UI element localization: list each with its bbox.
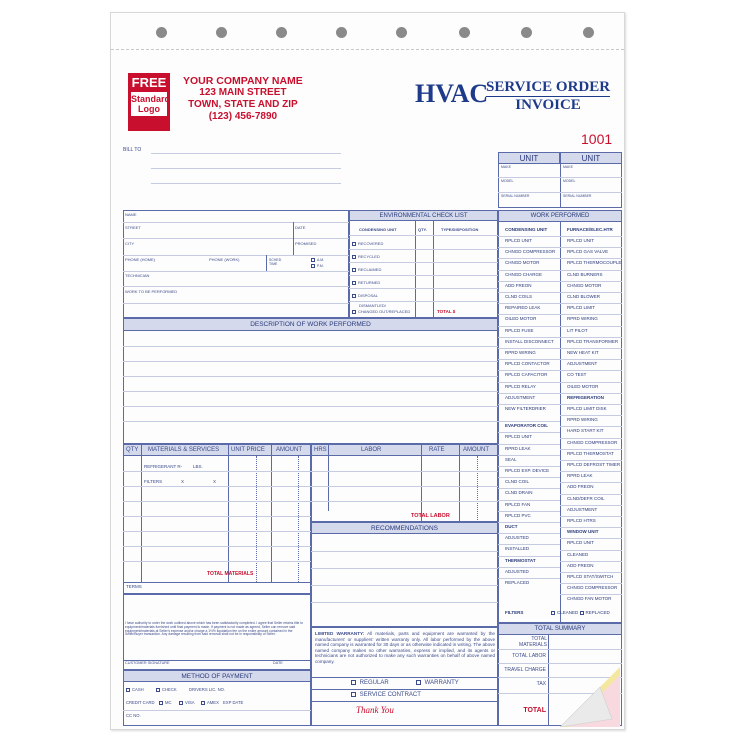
env-disposal[interactable] — [352, 293, 378, 298]
sched-time-label: SCHED TIME — [269, 258, 282, 266]
work-item[interactable]: CHNGD COMPRESSOR — [505, 249, 556, 255]
work-item[interactable]: CHNGD CHARGE — [505, 271, 543, 277]
filters-row-label: FILTERS — [144, 479, 163, 484]
logo-text-standard: Standard — [131, 94, 171, 104]
work-item[interactable]: RPLCD CONTACTOR — [505, 361, 550, 367]
summary-travel-label: TRAVEL CHARGE — [504, 667, 546, 673]
summary-materials-label: TOTAL MATERIALS — [519, 636, 547, 648]
recommendations-header: RECOMMENDATIONS — [311, 522, 498, 534]
env-changed-out-label: CHANGED OUT/REPLACED — [358, 309, 411, 314]
unit-header-1: UNIT — [498, 152, 560, 164]
pm-label: P.M. — [317, 264, 324, 268]
unit-serial-label: SERIAL NUMBER — [501, 194, 530, 198]
logo-text: FREE — [131, 75, 167, 90]
mat-title-header: MATERIALS & SERVICES — [148, 447, 220, 453]
regular-label: REGULAR — [359, 680, 389, 687]
customer-date-label: DATE — [295, 225, 306, 230]
invoice-number: 1001 — [581, 131, 613, 147]
unit-header-2: UNIT — [560, 152, 622, 164]
work-performed-header: WORK PERFORMED — [498, 210, 622, 222]
pm-option[interactable] — [311, 264, 324, 268]
company-block — [183, 75, 303, 123]
work-item[interactable]: RPLCD CAPACITOR — [505, 372, 548, 378]
total-materials-label: TOTAL MATERIALS — [207, 571, 254, 577]
work-item[interactable]: ADJUSTED — [505, 568, 529, 574]
window-unit-title: WINDOW UNIT — [567, 529, 599, 535]
work-item[interactable]: CLND COILS — [505, 294, 533, 299]
unit2-model-label: MODEL — [563, 179, 576, 183]
mat-unit-price-header: UNIT PRICE — [231, 447, 265, 453]
env-col-qty: QTY. — [418, 227, 427, 232]
env-recovered[interactable] — [352, 241, 383, 246]
work-item[interactable]: CHNGD COMPRESSOR — [567, 439, 618, 445]
terms-label: TERMS — [126, 584, 142, 589]
perforation-line — [111, 49, 624, 50]
warranty-paragraph — [315, 631, 495, 665]
work-item[interactable]: CLND BURNERS — [567, 271, 603, 277]
logo-text-logo: Logo — [138, 104, 160, 114]
work-item[interactable]: RPLCD UNIT — [567, 238, 595, 243]
work-item[interactable]: INSTALLED — [505, 546, 530, 552]
pay-check-label: CHECK — [162, 687, 177, 692]
work-item[interactable]: ADD FREON — [567, 562, 594, 568]
labor-rate-header: RATE — [429, 447, 445, 453]
form-title-line1: SERVICE ORDER — [486, 79, 611, 95]
pay-mc[interactable] — [159, 700, 172, 705]
work-item[interactable]: RPRD WIRING — [567, 316, 598, 322]
work-item[interactable]: RPLCD THERMOSTAT — [567, 450, 614, 456]
work-item[interactable]: NEW FILTERDRIER — [505, 406, 546, 411]
warranty-label: WARRANTY — [424, 680, 459, 687]
work-item[interactable]: RPLCD LIMIT DISK — [567, 406, 607, 411]
am-label: A.M. — [317, 258, 325, 262]
labor-hrs-header: HRS — [314, 447, 327, 453]
summary-total-label: TOTAL — [523, 707, 546, 714]
description-header: DESCRIPTION OF WORK PERFORMED — [123, 318, 498, 331]
warranty-lead: LIMITED WARRANTY: — [315, 631, 365, 636]
exp-date-label: EXP DATE — [223, 700, 244, 705]
work-item[interactable]: NEW HEAT KIT — [567, 350, 599, 355]
pay-amex[interactable] — [201, 700, 219, 705]
env-col-condensing: CONDENSING UNIT — [359, 227, 397, 232]
work-item[interactable]: RPLCD FAN — [505, 501, 531, 507]
punch-holes — [111, 27, 624, 39]
env-recycled-label: RECYCLED — [358, 254, 380, 259]
work-item[interactable]: SEAL — [505, 456, 517, 462]
work-item[interactable]: CLND BLOWER — [567, 294, 601, 299]
work-item[interactable]: CHNGD COMPRESSOR — [567, 585, 618, 591]
env-recovered-label: RECOVERED — [358, 241, 384, 246]
unit2-make-label: MAKE — [563, 165, 573, 169]
hvac-title: HVAC — [415, 79, 489, 108]
work-item[interactable]: CLEANED — [567, 551, 589, 557]
work-item[interactable]: ADJUSTMENT — [567, 506, 598, 512]
work-item[interactable]: CLND DRAIN — [505, 490, 533, 496]
am-option[interactable] — [311, 258, 324, 262]
work-item[interactable]: ADD FREON — [567, 484, 594, 490]
customer-signature-label: CUSTOMER SIGNATURE — [125, 661, 170, 665]
work-item[interactable]: ADJUSTED — [505, 535, 529, 541]
company-city: TOWN, STATE AND ZIP — [188, 99, 298, 110]
work-item[interactable]: CO TEST — [567, 372, 587, 378]
labor-title-header: LABOR — [361, 447, 382, 453]
refrigerant-row-label: REFRIGERANT R- — [144, 464, 183, 469]
work-item[interactable]: ADJUSTMENT — [567, 361, 598, 367]
work-item[interactable]: RPLCD THERMOCOUPLE — [567, 260, 622, 266]
description-of-work-box[interactable] — [123, 318, 498, 444]
env-changed-out[interactable] — [352, 309, 410, 314]
pay-cash-label: CASH — [132, 687, 144, 692]
regular-option[interactable] — [351, 680, 389, 686]
work-item[interactable]: RPRD LEAK — [505, 445, 531, 451]
duct-title: DUCT — [505, 524, 518, 529]
total-summary-header: TOTAL SUMMARY — [498, 623, 622, 635]
work-item[interactable]: RPLCD GAS VALVE — [567, 249, 609, 255]
free-logo — [128, 73, 170, 131]
service-contract-label: SERVICE CONTRACT — [359, 692, 421, 699]
filters-x1: X — [181, 479, 185, 484]
env-total-label: TOTAL $ — [437, 309, 456, 314]
work-item[interactable]: RPLCD STAT/SWITCH — [567, 574, 614, 579]
total-labor-label: TOTAL LABOR — [411, 513, 450, 519]
customer-city-label: CITY — [125, 241, 135, 246]
page-curl-copies — [560, 667, 620, 727]
form-title — [486, 79, 610, 114]
env-checklist-header: ENVIRONMENTAL CHECK LIST — [349, 210, 498, 221]
refrigeration-title: REFRIGERATION — [567, 394, 604, 400]
work-item[interactable]: RPRD LEAK — [567, 473, 593, 479]
work-item[interactable]: RPLCD TRANSFORMER — [567, 338, 619, 344]
work-item[interactable]: CHNGD FAN MOTOR — [567, 596, 612, 602]
thermostat-title: THERMOSTAT — [505, 557, 536, 563]
env-reclaimed-label: RECLAIMED — [358, 267, 382, 272]
work-item[interactable]: ADJUSTMENT — [505, 394, 536, 400]
authorization-text: I have authority to order the work outlined above which has been satisfactorily completed. I agree that Seller retains title to equipment/materials furnished until final payment is made. If payment is not made as agreed, Seller can remove said equipment/materials at Seller's expense and/or charge a 1½% liquidation fee on the entire amount contained in the Seller/Buyer transaction. Any damage resulting from said removal shall not be in responsibility of Seller. — [125, 621, 303, 637]
work-item[interactable]: REPAIRED LEAK — [505, 305, 541, 311]
pay-check[interactable] — [156, 687, 177, 692]
env-returned-label: RETURNED — [358, 280, 381, 285]
customer-promised-label: PROMISED — [295, 241, 317, 246]
work-item[interactable]: RPLCD HTRS — [567, 518, 596, 523]
unit-make-label: MAKE — [501, 165, 511, 169]
customer-name-label: NAME — [125, 212, 137, 217]
pay-visa-label: VISA — [185, 700, 195, 705]
thank-you-text: Thank You — [356, 705, 394, 715]
env-recycled[interactable] — [352, 254, 380, 259]
signature-date-label: DATE — [273, 661, 283, 665]
pay-visa[interactable] — [179, 700, 195, 705]
work-item[interactable]: RPLCD LIMIT — [567, 305, 596, 311]
work-item[interactable]: CLND/DEFR COIL — [567, 495, 605, 501]
form-title-line2: INVOICE — [515, 97, 581, 113]
work-item[interactable]: ADD FREON — [505, 282, 532, 288]
env-col-type: TYPE/DISPOSITION — [441, 227, 479, 232]
company-phone: (123) 456-7890 — [208, 111, 278, 122]
filters-x2: X — [213, 479, 217, 484]
labor-amount-header: AMOUNT — [463, 447, 489, 453]
work-item[interactable]: CHNGD MOTOR — [567, 282, 602, 288]
mat-qty-header: QTY — [126, 447, 139, 453]
pay-amex-label: AMEX — [207, 700, 219, 705]
furnace-title: FURNACE/ELEC.HTR — [567, 227, 613, 232]
work-to-be-label: WORK TO BE PERFORMED — [125, 289, 178, 294]
pay-cash[interactable] — [126, 687, 144, 692]
work-item[interactable]: CLND COIL — [505, 479, 530, 485]
service-contract-option[interactable] — [351, 692, 421, 698]
warranty-text: All materials, parts and equipment are warranted by the manufacturers' or suppliers' written warranty only. All labor performed by the above named company is warranted for 30 days or as otherwise indicated in writing. The above named company makes no other warranties, express or implied, and its agents or technicians are not authorized to make any such warranties on behalf of above named company. — [315, 631, 495, 664]
filters-title: FILTERS — [505, 610, 524, 615]
phone-home-label: PHONE (HOME) — [125, 257, 155, 262]
evap-title: EVAPORATOR COIL — [505, 423, 549, 429]
pay-mc-label: MC — [165, 700, 172, 705]
company-street: 123 MAIN STREET — [199, 87, 287, 98]
work-item[interactable]: RPRD WIRING — [505, 350, 536, 355]
work-item[interactable]: RPRD WIRING — [567, 417, 598, 423]
work-item[interactable]: INSTALL DISCONNECT — [505, 338, 554, 344]
work-item[interactable]: OILED MOTOR — [505, 316, 537, 322]
work-item[interactable]: RPLCD DEFROST TIMER — [567, 462, 621, 467]
work-item[interactable]: RPLCD RELAY — [505, 383, 536, 389]
env-returned[interactable] — [352, 280, 380, 285]
summary-tax-label: TAX — [536, 681, 546, 687]
work-item[interactable]: RPLCD PVC — [505, 512, 531, 518]
cc-number-label: CC NO. — [126, 713, 141, 718]
filters-options[interactable]: CLEANED REPLACED — [551, 610, 610, 615]
work-item[interactable]: RPLCD UNIT — [505, 238, 533, 243]
env-reclaimed[interactable] — [352, 267, 381, 272]
bill-to-label: BILL TO — [123, 147, 142, 153]
unit2-serial-label: SERIAL NUMBER — [563, 194, 592, 198]
work-item[interactable]: RPLCD EXP. DEVICE — [505, 468, 550, 473]
env-dismantled-label: DISMANTLED/ — [359, 303, 386, 308]
work-item[interactable]: REPLACED — [505, 580, 530, 585]
env-disposal-label: DISPOSAL — [358, 293, 379, 298]
work-item[interactable]: LIT PILOT — [567, 327, 588, 333]
credit-card-label: CREDIT CARD — [126, 700, 155, 705]
work-item[interactable]: RPLCD UNIT — [505, 434, 533, 440]
lbs-label: LBS. — [193, 464, 203, 469]
invoice-form-sheet — [110, 12, 625, 730]
mat-amount-header: AMOUNT — [276, 447, 302, 453]
work-item[interactable]: OILED MOTOR — [567, 383, 599, 389]
drivers-lic-label: DRIVERS LIC. NO. — [189, 687, 226, 692]
work-item[interactable]: HARD START KIT — [567, 428, 604, 434]
summary-labor-label: TOTAL LABOR — [512, 653, 546, 659]
unit-model-label: MODEL — [501, 179, 514, 183]
work-item[interactable]: RPLCD FUSE — [505, 327, 534, 333]
company-name: YOUR COMPANY NAME — [183, 75, 303, 87]
technician-label: TECHNICIAN — [125, 273, 150, 278]
work-item[interactable]: RPLCD UNIT — [567, 540, 595, 546]
phone-work-label: PHONE (WORK) — [209, 257, 240, 262]
warranty-option[interactable] — [416, 680, 459, 686]
recommendations-box[interactable] — [311, 522, 498, 627]
condensing-unit-title: CONDENSING UNIT — [505, 227, 548, 232]
customer-street-label: STREET — [125, 225, 141, 230]
payment-header: METHOD OF PAYMENT — [123, 670, 311, 682]
work-item[interactable]: CHNGD MOTOR — [505, 260, 540, 266]
